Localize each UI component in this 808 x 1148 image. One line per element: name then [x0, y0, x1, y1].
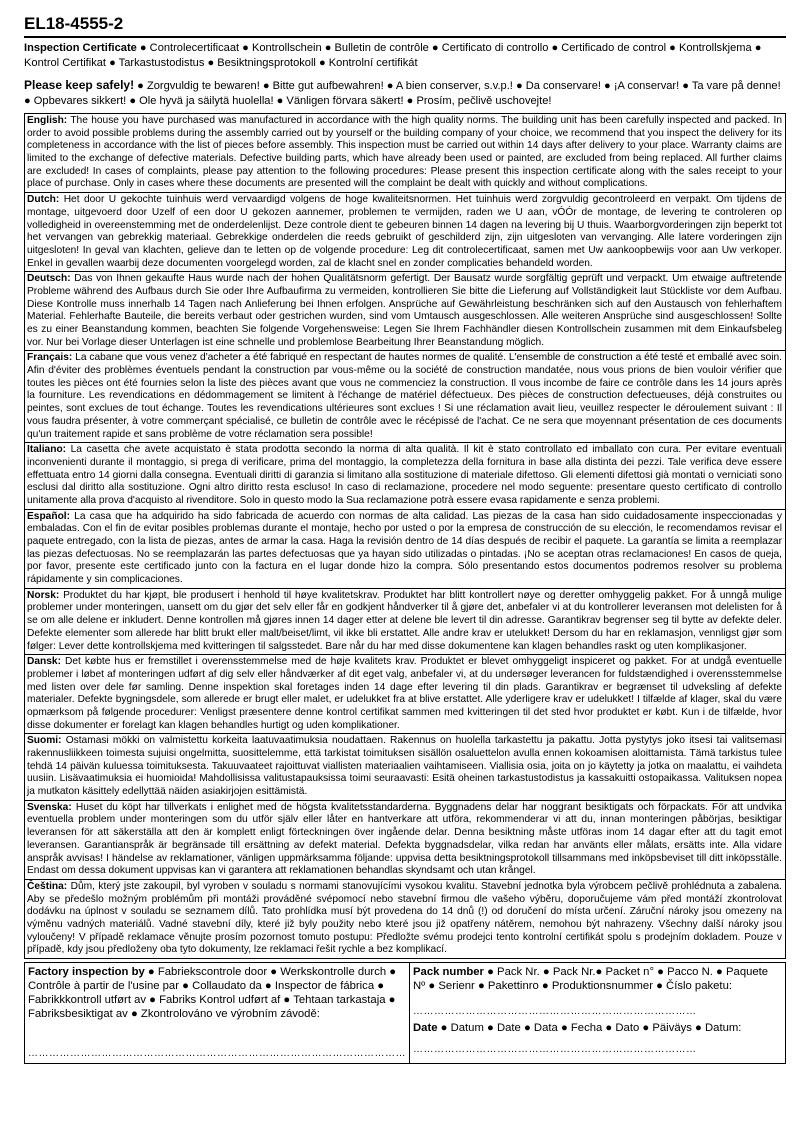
date-lead: Date [413, 1022, 438, 1034]
keep-safely-notice [24, 78, 786, 108]
pack-number-line[interactable]: ……………………………………………………………………… [413, 1006, 697, 1017]
section-espanol [25, 510, 785, 589]
section-norsk [25, 589, 785, 655]
section-text: Ostamasi mökki on valmistettu korkeita laatuvaatimuksia noudattaen. Rakennus on huolella tarkastettu ja pakattu. Jotta pystytys joko itsesi tai valitsemasi rakennusliikkeen toimesta sujuisi ongelmitta, suosittelemme, että tarkistat toimituksen sisällön osaluettelon avulla ennen kokoamisen aloittamista. Tämä tarkistus tulee tehdä 14 päivän kuluessa toimituksesta. Takuuvaateet rajoittuvat viallisten materiaalien vaihtamiseen. Viallisia osia, joita on jo käytetty ja jotka on maalattu, ei vaihdeta uusiin. Lisävaatimuksia ei huomioida! Mahdollisissa valitustapauksissa toimi seuraavasti: Esitä oheinen tarkastustodistus ja kassakuitti ostopaikassa. Valituksen nopea ja mutkaton käsittely edellyttää näiden asiakirjojen esittämistä. [27, 735, 782, 798]
factory-inspection-signature-line[interactable]: ……………………………………………………………………………………………… [28, 1048, 406, 1059]
section-dutch [25, 193, 785, 272]
section-text: Het door U gekochte tuinhuis werd vervaardigd volgens de hoge kwaliteitsnormen. Het tuinhuis werd zorgvuldig gecontroleerd en verpakt. Om tijdens de montage, uitgevoerd door Uzelf of een door U gekozen aannemer, problemen te vermijden, raden we U aan, vÓÓr de montage, de levering te controleren op volledigheid in overeenstemming met de onderdelenlijst. Deze controle dient te gebeuren binnen 14 dagen na levering bij U thuis. Waarborgvorderingen zijn beperkt tot het vervangen van gebrekkig materiaal. Gebrekkige onderdelen die reeds gebruikt of geschilderd zijn, zijn uitgesloten van vervanging. Alle latere vorderingen zijn uitgesloten! In geval van klachten, gelieve dan te letten op de volgende procedure: Leg dit controlecertificaat, samen met Uw aankoopbewijs voor aan Uw verkoper. Enkel in gevallen waarbij deze documenten voorgelegd worden, zal de klacht snel en zonder complicaties behandeld worden. [27, 194, 782, 269]
section-francais [25, 351, 785, 443]
factory-inspection-lead: Factory inspection by [28, 966, 145, 978]
factory-inspection-field [25, 963, 410, 1063]
section-lang-label: Čeština: [27, 880, 68, 892]
header-rule [24, 36, 786, 38]
section-lang-label: Dutch: [27, 194, 60, 206]
titles-rest: ● Controlecertificaat ● Kontrollschein ● Bulletin de contrôle ● Certificato di controllo ● Certificado de control ● Kontrollskjema ● Kontrol Certifikat ● Tarkastustodistus ● Besiktningsprotokoll ● Kontrolní certifikát [24, 42, 762, 69]
section-italiano [25, 443, 785, 509]
inspection-certificate-document [24, 14, 786, 1064]
safety-lead: Please keep safely! [24, 78, 135, 92]
section-suomi [25, 734, 785, 800]
certificate-titles [24, 41, 786, 70]
section-text: Produktet du har kjøpt, ble produsert i henhold til høye kvalitetskrav. Produktet har blitt kontrollert nøye og deretter omhyggelig pakket. For å unngå mulige problemer under monteringen, uansett om du gjør det selv eller får en godkjent håndverker til å gjøre det, anbefaler vi at du kontrollerer leveransen mot delelisten for å se om alle delene er inkludert. Denne kontrollen må gjøres innen 14 dager etter at delene ble levert til din adresse. Garantikrav begrenser seg til bytte av defekte deler. Defekte elementer som allerede har blitt brukt eller malt/beiset/limt, vil ikke bli erstattet. Alle andre krav er utelukket! Dersom du har en reklamasjon, vennligst gjør som følger: Lever dette kontrollskjema med kvitteringen til salgsstedet. Bare når du har med disse dokumentene kan klagen behandles raskt og uten komplikasjoner. [27, 589, 782, 652]
section-text: La casa que ha adquirido ha sido fabricada de acuerdo con normas de alta calidad. Las piezas de la casa han sido cuidadosamente inspeccionadas y embaladas. Con el fin de evitar posibles problemas durante el montaje, hecho por usted o por la empresa de construcción de su elección, le recomendamos revisar el paquete entregado, con la lista de piezas, antes de armar la casa. Haga la revisión dentro de 14 días después de recibir el paquete. La garantía se limita a reemplazar las piezas defectuosas. No se reemplazarán las partes defectuosas que ya hayan sido utilizadas o pintadas. ¡No se aceptan otras reclamaciones! En casos de queja, por favor, presente este certificado junto con la factura en el lugar donde hizo la compra. Sólo presentando estos documentos podremos resolver su problema rápidamente y sin complicaciones. [27, 510, 782, 586]
section-lang-label: Deutsch: [27, 273, 71, 285]
section-text: Huset du köpt har tillverkats i enlighet med de högsta kvalitetsstandarderna. Byggnadens delar har noggrant besiktigats och förpackats. För att undvika eventuella problem under monteringen som du utför själv eller låter en hantverkare att utföra, rekommenderar vi att du, innan monteringen påbörjas, besiktigar leveransen för att säkerställa att den är komplett enligt förteckningen över ingående delar. Denna besiktning måste utföras inom 14 dagar efter att du tagit emot leveransen. Garantianspråk är begränsade till ersättning av defekt material. Defekta byggnadsdelar, vilka redan har använts eller målats, ersätts inte. Alla vidare anspråk avvisas! I händelse av reklamationer, vänligen uppmärksamma följande: uppvisa detta besiktningsprotokoll tillsammans med inköpsbeviset till ditt inköpsställe. Endast om dessa dokument uppvisas kan vi garantera att reklamationen behandlas skyndsamt och utan krångel. [27, 801, 782, 877]
section-lang-label: Suomi: [27, 735, 62, 747]
section-text: Das von Ihnen gekaufte Haus wurde nach der hohen Qualitätsnorm gefertigt. Der Bausatz wurde sorgfältig geprüft und verpackt. Um etwaige auftretende Probleme während des Aufbaus durch Sie oder Ihre Aufbaufirma zu vermeiden, kontrollieren Sie bitte die Lieferung auf Vollständigkeit laut Stückliste vor dem Aufbau. Diese Kontrolle muss innerhalb 14 Tagen nach Anlieferung bei Ihnen erfolgen. Ansprüche auf Gewährleistung beschränken sich auf den Austausch von fehlerhaftem Material. Fehlerhafte Bauteile, die bereits verbaut oder gestrichen wurden, sind vom Umtausch ausgeschlossen. Alle weiteren Ansprüche sind ausgeschlossen! Sollte es zu einer Beanstandung kommen, beachten Sie folgende Vorgehensweise: Legen Sie Ihrem Fachhändler diesen Kontrollschein zusammen mit dem Einkaufsbeleg vor. Nur bei Vorlage dieser Unterlagen ist eine schnelle und problemlose Bearbeitung Ihrer Beanstandung möglich. [27, 273, 782, 348]
language-sections-box [24, 113, 786, 959]
date-line[interactable]: ……………………………………………………………………… [413, 1044, 697, 1055]
pack-number-text: ● Pack Nr. ● Pack Nr.● Packet n° ● Pacco N. ● Paquete Nº ● Serienr ● Pakettinro ● Produktionsnummer ● Číslo paketu: [413, 966, 769, 992]
section-lang-label: English: [27, 115, 68, 126]
safety-rest: ● Zorgvuldig te bewaren! ● Bitte gut aufbewahren! ● A bien conserver, s.v.p.! ● Da conservare! ● ¡A conservar! ● Ta vare på denne! ● Opbevares sikkert! ● Ole hyvä ja säilytä huolella! ● Vänligen förvara säkert! ● Prosím, pečlivě uschovejte! [24, 80, 781, 107]
section-english [25, 114, 785, 193]
section-text: Dům, který jste zakoupil, byl vyroben v souladu s normami stanovujícími vysokou kvalitu. Stavební jednotka byla výrobcem pečlivě prohlédnuta a zabalena. Aby se předešlo možným problémům při montáži prováděné svépomocí nebo stavební firmou dle vašeho výběru, doporučujeme vám před montáží zkontrolovat dodávku na úplnost v souladu se seznamem dílů. Tato prohlídka musí být provedena do 14 dnů (!) od doručení do místa určení. Záruční nároky jsou omezeny na výměnu vadných materiálů. Vadné stavební díly, které již byly použity nebo které jsou již opatřeny nátěrem, nemohou být nahrazeny. Všechny další nároky jsou vyloučeny! V případě reklamace věnujte prosím pozornost tomuto postupu: Předložte svému prodejci tento kontrolní certifikát spolu s prodejním dokladem. Pouze v případě, kdy jsou předloženy oba tyto dokumenty, lze reklamaci řešit rychle a bez komplikací. [27, 880, 782, 956]
section-text: La casetta che avete acquistato è stata prodotta secondo la norma di alta qualità. Il kit è stato controllato ed imballato con cura. Per evitare eventuali inconvenienti durante il montaggio, si prega di verificare, prima del montaggio, la completezza della fornitura in base alla distinta dei pezzi. Tale verifica deve essere effettuata entro 14 giorni dalla consegna. Eventuali diritti di garanzia si limitano alla sostituzione di materiale difettoso. Gli elementi difettosi già montati o verniciati sono esclusi dal diritto alla sostituzione. Ogni altro diritto resta escluso! In caso di reclamazione, procedere nel modo seguente: presentare questo certificato di controllo unitamente alla prova d'acquisto al rivenditore. Solo in questo modo la Sua reclamazione potrà essere evasa rapidamente e senza problemi. [27, 444, 782, 506]
section-text: The house you have purchased was manufactured in accordance with the high quality norms. The building unit has been carefully inspected and packed. In order to avoid possible problems during the assembly carried out by yourself or the building company of your choice, we recommend that you inspect the delivery for its completeness in accordance with the list of pieces before assembly. This inspection must be carried out within 14 days after delivery to your place. Warranty claims are limited to the exchange of defective materials. Defective building parts, which have already been used or painted, are excluded from being replaced. All further claims are excluded! In cases of complaints, please pay attention to the following procedures: Please present this inspection certificate along with the sales receipt to your place of purchase. Only in cases where these documents are presented will the complaint be dealt with quickly and without complications. [27, 115, 782, 190]
section-lang-label: Svenska: [27, 801, 72, 813]
pack-date-field [410, 963, 785, 1063]
section-dansk [25, 655, 785, 734]
section-text: La cabane que vous venez d'acheter a été fabriqué en respectant de hautes normes de qualité. L'ensemble de construction a été testé et emballé avec soin. Afin d'éviter des problèmes éventuels pendant la construction par vous-même ou la société de construction mandatée, nous vous prions de bien vouloir vérifier que toutes les pièces ont été fournies selon la liste des pièces avant que vous ne commenciez la construction. Il vous incombe de faire ce contrôle dans les 14 jours après la fourniture. Les revendications en dédommagement se limitent à l'échange de matériel défectueux. Des pièces de construction defectueuses, déjà construites ou peintes, sont exclues de tout échange. Toutes les revendications ultérieures sont exclues ! Si une réclamation avait lieu, veuillez respecter le déroulement suivant : Il vous faudra présenter, à votre commerçant spécialisé, ce bulletin de contrôle avec le récépissé de l'achat. Ce ne sera que moyennant présentation de ces documents qu'un traitement rapide et sans problème de votre réclamation sera possible! [27, 352, 782, 440]
pack-number-lead: Pack number [413, 966, 484, 978]
factory-inspection-text: ● Fabriekscontrole door ● Werkskontrolle durch ● Contrôle à partir de l'usine par ● Collaudato da ● Inspector de fábrica ● Fabrikkkontroll utført av ● Fabriks Kontrol udført af ● Tehtaan tarkastaja ● Fabriksbesiktigat av ● Zkontrolováno ve výrobním závodě: [28, 966, 397, 1020]
document-code: EL18-4555-2 [24, 14, 124, 33]
titles-lead: Inspection Certificate [24, 42, 137, 54]
date-text: ● Datum ● Date ● Data ● Fecha ● Dato ● Päiväys ● Datum: [437, 1022, 742, 1034]
section-lang-label: Español: [27, 510, 71, 522]
section-cestina [25, 880, 785, 958]
section-svenska [25, 801, 785, 880]
section-text: Det købte hus er fremstillet i overensstemmelse med de høje kvalitets krav. Produktet er blevet omhyggeligt inspiceret og pakket. For at undgå eventuelle problemer i løbet af monteringen udført af dig selv eller håndværker af dit eget valg, anbefaler vi, at du undersøger leverancen for fuldstændighed i overensstemmelse med listen over dele før samling. Denne inspektion skal foretages inden 14 dage efter levering til din plads. Garantikrav er begrænset til udveksling af defekte materialer. Defekte bygningsdele, som allerede er brugt eller malet, er udelukket fra at blive erstattet. Alle yderligere krav er udelukket! I tilfælde af klager, skal du være opmærksom på følgende procedurer: Venligst præsentere denne kontrol certifikat sammen med kvitteringen til det sted hvor produktet er købt. Kun i de tilfælde, hvor disse dokumenter er forelagt kan klagen behandles hurtigt og uden komplikationer. [27, 656, 782, 731]
section-lang-label: Norsk: [27, 589, 60, 601]
section-deutsch [25, 272, 785, 351]
footer-fields [24, 962, 786, 1064]
section-lang-label: Italiano: [27, 444, 67, 456]
section-lang-label: Français: [27, 352, 73, 364]
section-lang-label: Dansk: [27, 656, 61, 668]
